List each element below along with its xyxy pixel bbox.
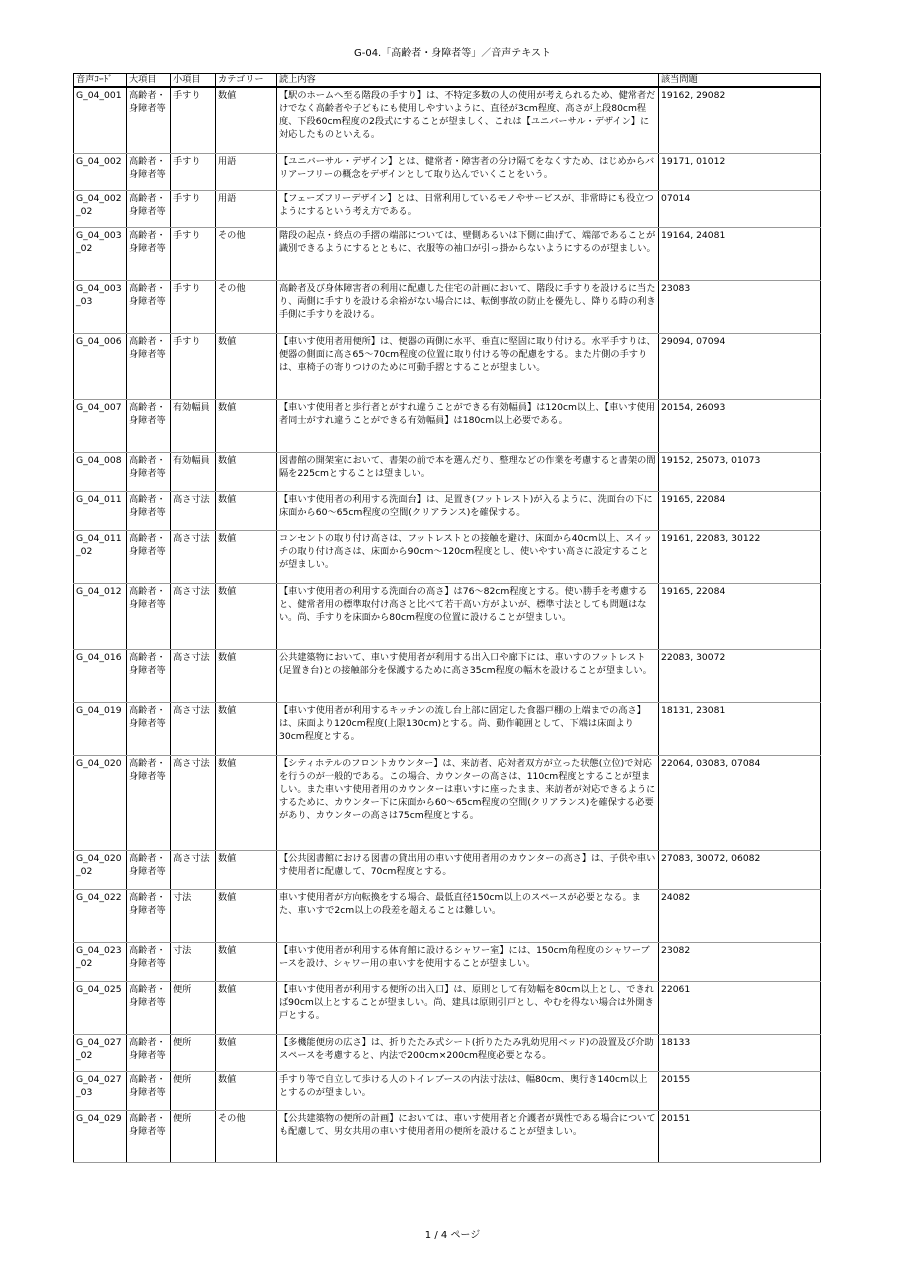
category-cell: 数値 xyxy=(216,649,277,702)
category-cell: 数値 xyxy=(216,87,277,153)
column-header-major: 大項目 xyxy=(127,74,171,88)
minor-cell: 有効幅員 xyxy=(171,452,216,491)
minor-cell: 有効幅員 xyxy=(171,399,216,452)
issues-cell: 07014 xyxy=(659,190,821,227)
issues-cell: 19152, 25073, 01073 xyxy=(659,452,821,491)
major-cell: 高齢者・身障者等 xyxy=(127,333,171,399)
minor-cell: 便所 xyxy=(171,1110,216,1162)
code-cell: G_04_020_02 xyxy=(74,850,127,889)
text-cell: 【車いす使用者が利用する体育館に設けるシャワー室】には、150cm角程度のシャワーブースを設け、シャワー用の車いすを使用することが望ましい。 xyxy=(277,942,659,981)
category-cell: 数値 xyxy=(216,850,277,889)
table-row xyxy=(74,190,821,227)
table-row xyxy=(74,649,821,702)
code-cell: G_04_016 xyxy=(74,649,127,702)
minor-cell: 手すり xyxy=(171,333,216,399)
minor-cell: 便所 xyxy=(171,981,216,1034)
text-cell: 【シティホテルのフロントカウンター】は、来訪者、応対者双方が立った状態(立位)で対応を行うのが一般的である。この場合、カウンターの高さは、110cm程度とすることが望ましい。また車いす使用者用のカウンターは車いすに座ったまま、来訪者が対応できるようにするために、カウンター下に床面から60～65cm程度の空間(クリアランス)を確保する必要があり、カウンターの高さは75cm程度とする。 xyxy=(277,755,659,850)
minor-cell: 高さ寸法 xyxy=(171,850,216,889)
issues-cell: 20151 xyxy=(659,1110,821,1162)
minor-cell: 寸法 xyxy=(171,942,216,981)
table-row xyxy=(74,399,821,452)
major-cell: 高齢者・身障者等 xyxy=(127,702,171,755)
minor-cell: 手すり xyxy=(171,87,216,153)
major-cell: 高齢者・身障者等 xyxy=(127,190,171,227)
major-cell: 高齢者・身障者等 xyxy=(127,530,171,583)
code-cell: G_04_011_02 xyxy=(74,530,127,583)
issues-cell: 19161, 22083, 30122 xyxy=(659,530,821,583)
table-row xyxy=(74,981,821,1034)
issues-cell: 18131, 23081 xyxy=(659,702,821,755)
table-row xyxy=(74,1034,821,1071)
major-cell: 高齢者・身障者等 xyxy=(127,87,171,153)
text-cell: 階段の起点・終点の手摺の端部については、壁側あるいは下側に曲げて、端部であることが識別できるようにするとともに、衣服等の袖口が引っ掛からないようにするのが望ましい。 xyxy=(277,227,659,280)
page-number: 1 / 4 ページ xyxy=(424,1230,481,1241)
category-cell: 数値 xyxy=(216,399,277,452)
table-row xyxy=(74,702,821,755)
page-title: G-04.「高齢者・身障者等」／音声テキスト xyxy=(353,48,552,59)
text-cell: 【公共図書館における図書の貸出用の車いす使用者用のカウンターの高さ】は、子供や車いす使用者に配慮して、70cm程度とする。 xyxy=(277,850,659,889)
text-cell: 【車いす使用者用便所】は、便器の両側に水平、垂直に堅固に取り付ける。水平手すりは、便器の側面に高さ65～70cm程度の位置に取り付ける等の配慮をする。また片側の手すりは、車椅子の寄りつけのために可動手摺とすることが望ましい。 xyxy=(277,333,659,399)
text-cell: 【公共建築物の便所の計画】においては、車いす使用者と介護者が異性である場合についても配慮して、男女共用の車いす使用者用の便所を設けることが望ましい。 xyxy=(277,1110,659,1162)
major-cell: 高齢者・身障者等 xyxy=(127,889,171,942)
text-cell: 公共建築物において、車いす使用者が利用する出入口や廊下には、車いすのフットレスト(足置き台)との接触部分を保護するために高さ35cm程度の幅木を設けることが望ましい。 xyxy=(277,649,659,702)
code-cell: G_04_003_02 xyxy=(74,227,127,280)
category-cell: 数値 xyxy=(216,981,277,1034)
major-cell: 高齢者・身障者等 xyxy=(127,452,171,491)
minor-cell: 手すり xyxy=(171,190,216,227)
minor-cell: 便所 xyxy=(171,1071,216,1110)
major-cell: 高齢者・身障者等 xyxy=(127,649,171,702)
table-row xyxy=(74,530,821,583)
major-cell: 高齢者・身障者等 xyxy=(127,942,171,981)
major-cell: 高齢者・身障者等 xyxy=(127,280,171,333)
minor-cell: 手すり xyxy=(171,227,216,280)
code-cell: G_04_027_03 xyxy=(74,1071,127,1110)
table-row xyxy=(74,153,821,190)
minor-cell: 手すり xyxy=(171,280,216,333)
code-cell: G_04_029 xyxy=(74,1110,127,1162)
minor-cell: 高さ寸法 xyxy=(171,491,216,530)
table-row xyxy=(74,452,821,491)
code-cell: G_04_011 xyxy=(74,491,127,530)
text-cell: 【車いす使用者と歩行者とがすれ違うことができる有効幅員】は120cm以上、【車いす使用者同士がすれ違うことができる有効幅員】は180cm以上必要である。 xyxy=(277,399,659,452)
issues-cell: 24082 xyxy=(659,889,821,942)
category-cell: 用語 xyxy=(216,153,277,190)
code-cell: G_04_006 xyxy=(74,333,127,399)
major-cell: 高齢者・身障者等 xyxy=(127,755,171,850)
issues-cell: 20155 xyxy=(659,1071,821,1110)
code-cell: G_04_001 xyxy=(74,87,127,153)
code-cell: G_04_023_02 xyxy=(74,942,127,981)
column-header-category: カテゴリー xyxy=(216,74,277,88)
table-row xyxy=(74,1110,821,1162)
issues-cell: 20154, 26093 xyxy=(659,399,821,452)
voice-text-table xyxy=(73,73,821,1163)
table-row xyxy=(74,227,821,280)
table-header-row xyxy=(74,74,821,88)
category-cell: 数値 xyxy=(216,702,277,755)
text-cell: 手すり等で自立して歩ける人のトイレブースの内法寸法は、幅80cm、奥行き140cm以上とするのが望ましい。 xyxy=(277,1071,659,1110)
table-row xyxy=(74,850,821,889)
major-cell: 高齢者・身障者等 xyxy=(127,153,171,190)
minor-cell: 高さ寸法 xyxy=(171,755,216,850)
text-cell: 図書館の開架室において、書架の前で本を選んだり、整理などの作業を考慮すると書架の間隔を225cmとすることは望ましい。 xyxy=(277,452,659,491)
category-cell: 数値 xyxy=(216,530,277,583)
major-cell: 高齢者・身障者等 xyxy=(127,491,171,530)
category-cell: 数値 xyxy=(216,1034,277,1071)
table-row xyxy=(74,889,821,942)
minor-cell: 寸法 xyxy=(171,889,216,942)
table-row xyxy=(74,583,821,649)
column-header-issues: 該当問題 xyxy=(659,74,821,88)
issues-cell: 19165, 22084 xyxy=(659,491,821,530)
text-cell: 車いす使用者が方向転換をする場合、最低直径150cm以上のスペースが必要となる。また、車いすで2cm以上の段差を超えることは難しい。 xyxy=(277,889,659,942)
minor-cell: 便所 xyxy=(171,1034,216,1071)
code-cell: G_04_019 xyxy=(74,702,127,755)
code-cell: G_04_027_02 xyxy=(74,1034,127,1071)
issues-cell: 18133 xyxy=(659,1034,821,1071)
code-cell: G_04_002_02 xyxy=(74,190,127,227)
minor-cell: 手すり xyxy=(171,153,216,190)
table-row xyxy=(74,755,821,850)
code-cell: G_04_012 xyxy=(74,583,127,649)
issues-cell: 22064, 03083, 07084 xyxy=(659,755,821,850)
table-row xyxy=(74,87,821,153)
major-cell: 高齢者・身障者等 xyxy=(127,583,171,649)
issues-cell: 27083, 30072, 06082 xyxy=(659,850,821,889)
minor-cell: 高さ寸法 xyxy=(171,583,216,649)
minor-cell: 高さ寸法 xyxy=(171,649,216,702)
category-cell: 数値 xyxy=(216,889,277,942)
major-cell: 高齢者・身障者等 xyxy=(127,399,171,452)
issues-cell: 19162, 29082 xyxy=(659,87,821,153)
issues-cell: 29094, 07094 xyxy=(659,333,821,399)
category-cell: 数値 xyxy=(216,755,277,850)
major-cell: 高齢者・身障者等 xyxy=(127,227,171,280)
code-cell: G_04_022 xyxy=(74,889,127,942)
issues-cell: 23082 xyxy=(659,942,821,981)
issues-cell: 23083 xyxy=(659,280,821,333)
code-cell: G_04_007 xyxy=(74,399,127,452)
major-cell: 高齢者・身障者等 xyxy=(127,981,171,1034)
table-row xyxy=(74,491,821,530)
column-header-minor: 小項目 xyxy=(171,74,216,88)
code-cell: G_04_020 xyxy=(74,755,127,850)
column-header-text: 読上内容 xyxy=(277,74,659,88)
issues-cell: 19165, 22084 xyxy=(659,583,821,649)
category-cell: その他 xyxy=(216,1110,277,1162)
text-cell: 【車いす使用者の利用する洗面台の高さ】は76～82cm程度とする。使い勝手を考慮すると、健常者用の標準取付け高さと比べて若干高い方がよいが、標準寸法としても問題はない。尚、手すりを床面から80cm程度の位置に設けることが望ましい。 xyxy=(277,583,659,649)
text-cell: 【車いす使用者が利用するキッチンの流し台上部に固定した食器戸棚の上端までの高さ】は、床面より120cm程度(上限130cm)とする。尚、動作範囲として、下端は床面より30cm程度とする。 xyxy=(277,702,659,755)
code-cell: G_04_003_03 xyxy=(74,280,127,333)
major-cell: 高齢者・身障者等 xyxy=(127,1034,171,1071)
issues-cell: 22083, 30072 xyxy=(659,649,821,702)
category-cell: 数値 xyxy=(216,942,277,981)
minor-cell: 高さ寸法 xyxy=(171,530,216,583)
category-cell: 数値 xyxy=(216,1071,277,1110)
category-cell: 数値 xyxy=(216,452,277,491)
minor-cell: 高さ寸法 xyxy=(171,702,216,755)
category-cell: 数値 xyxy=(216,333,277,399)
category-cell: 数値 xyxy=(216,583,277,649)
text-cell: 【車いす使用者の利用する洗面台】は、足置き(フットレスト)が入るように、洗面台の下に床面から60～65cm程度の空間(クリアランス)を確保する。 xyxy=(277,491,659,530)
text-cell: 【フェーズフリーデザイン】とは、日常利用しているモノやサービスが、非常時にも役立つようにするという考え方である。 xyxy=(277,190,659,227)
code-cell: G_04_002 xyxy=(74,153,127,190)
column-header-code: 音声ｺｰﾄﾞ xyxy=(74,74,127,88)
category-cell: その他 xyxy=(216,280,277,333)
issues-cell: 19164, 24081 xyxy=(659,227,821,280)
code-cell: G_04_008 xyxy=(74,452,127,491)
text-cell: 【多機能便房の広さ】は、折りたたみ式シート(折りたたみ乳幼児用ベッド)の設置及び介助スペースを考慮すると、内法で200cm×200cm程度必要となる。 xyxy=(277,1034,659,1071)
issues-cell: 22061 xyxy=(659,981,821,1034)
text-cell: 高齢者及び身体障害者の利用に配慮した住宅の計画において、階段に手すりを設けるに当たり、両側に手すりを設ける余裕がない場合には、転倒事故の防止を優先し、降りる時の利き手側に手すりを設ける。 xyxy=(277,280,659,333)
text-cell: 【車いす使用者が利用する便所の出入口】は、原則として有効幅を80cm以上とし、できれば90cm以上とすることが望ましい。尚、建具は原則引戸とし、やむを得ない場合は外開き戸とする。 xyxy=(277,981,659,1034)
text-cell: コンセントの取り付け高さは、フットレストとの接触を避け、床面から40cm以上、スイッチの取り付け高さは、床面から90cm～120cm程度とし、使いやすい高さに設定することが望ましい。 xyxy=(277,530,659,583)
table-row xyxy=(74,280,821,333)
text-cell: 【ユニバーサル・デザイン】とは、健常者・障害者の分け隔てをなくすため、はじめからバリアーフリーの概念をデザインとして取り込んでいくことをいう。 xyxy=(277,153,659,190)
table-row xyxy=(74,1071,821,1110)
code-cell: G_04_025 xyxy=(74,981,127,1034)
major-cell: 高齢者・身障者等 xyxy=(127,1110,171,1162)
category-cell: その他 xyxy=(216,227,277,280)
table-row xyxy=(74,942,821,981)
table-row xyxy=(74,333,821,399)
major-cell: 高齢者・身障者等 xyxy=(127,850,171,889)
category-cell: 用語 xyxy=(216,190,277,227)
major-cell: 高齢者・身障者等 xyxy=(127,1071,171,1110)
issues-cell: 19171, 01012 xyxy=(659,153,821,190)
category-cell: 数値 xyxy=(216,491,277,530)
text-cell: 【駅のホームへ至る階段の手すり】は、不特定多数の人の使用が考えられるため、健常者だけでなく高齢者や子どもにも使用しやすいように、直径が3cm程度、高さが上段80cm程度、下段60cm程度の2段式にすることが望ましく、これは【ユニバーサル・デザイン】に対応したものといえる。 xyxy=(277,87,659,153)
